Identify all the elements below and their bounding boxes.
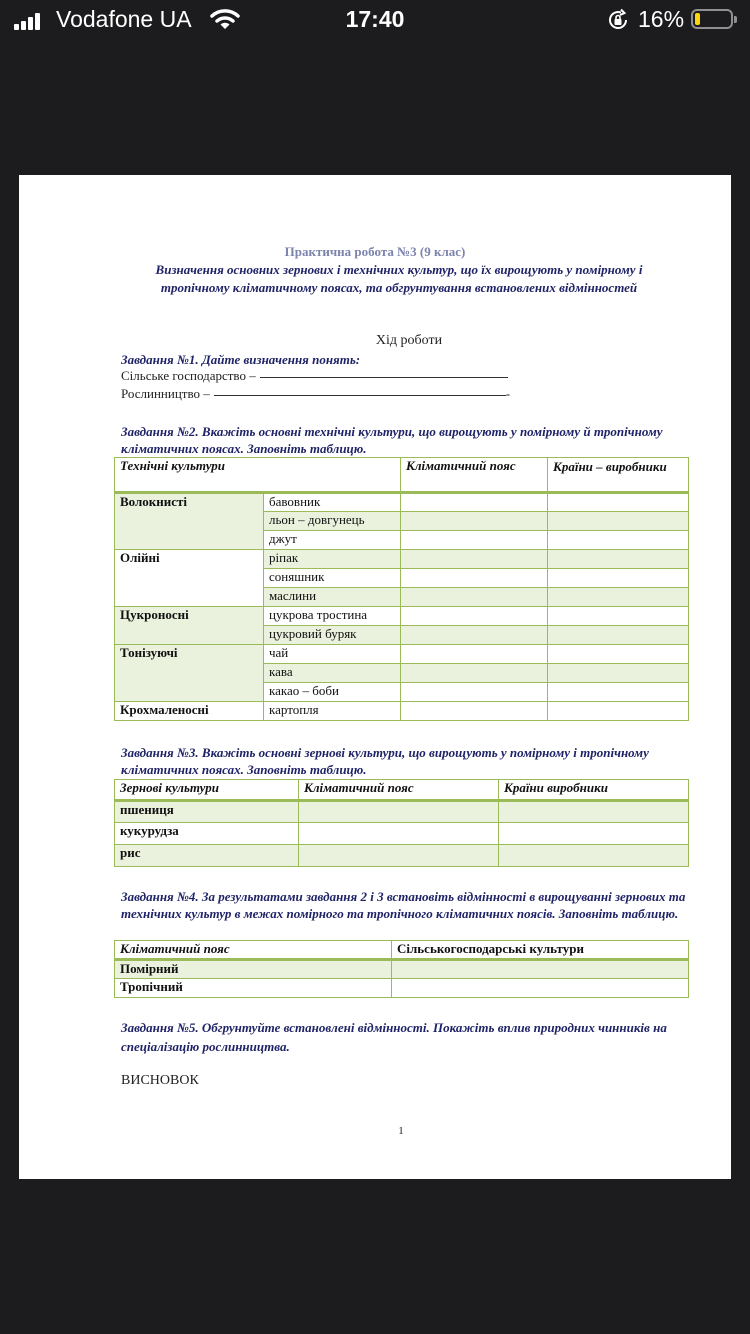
- crop-cell: кава: [264, 664, 401, 683]
- answer-cell[interactable]: [548, 550, 689, 569]
- group-cell: Цукроносні: [115, 607, 264, 645]
- answer-cell[interactable]: [548, 645, 689, 664]
- rotation-lock-icon: [606, 8, 630, 37]
- answer-cell[interactable]: [548, 664, 689, 683]
- crop-cell: картопля: [264, 702, 401, 721]
- answer-cell[interactable]: [548, 607, 689, 626]
- task1-heading: Завдання №1. Дайте визначення понять:: [121, 352, 361, 367]
- answer-line: [214, 395, 506, 396]
- header-climate-zone: Кліматичний пояс: [401, 458, 548, 493]
- document-title: Практична робота №3 (9 клас): [284, 244, 466, 259]
- technical-crops-table: [114, 457, 689, 721]
- grain-cell: пшениця: [115, 801, 299, 823]
- answer-cell[interactable]: [392, 979, 689, 998]
- answer-cell[interactable]: [401, 683, 548, 702]
- answer-cell[interactable]: [401, 550, 548, 569]
- crop-cell: цукрова тростина: [264, 607, 401, 626]
- task1-term1: [121, 368, 508, 384]
- status-bar: [0, 0, 750, 44]
- header-technical-crops: Технічні культури: [115, 458, 401, 493]
- answer-cell[interactable]: [401, 607, 548, 626]
- term1-label: Сільське господарство –: [121, 368, 256, 383]
- answer-cell[interactable]: [548, 702, 689, 721]
- crop-cell: льон – довгунець: [264, 512, 401, 531]
- task1-term2: [121, 386, 510, 402]
- task5-heading: Завдання №5. Обгрунтуйте встановлені відмінності. Покажіть вплив природних чинників на спеціалізацію рослинництва.: [121, 1020, 667, 1054]
- task4-heading: Завдання №4. За результатами завдання 2 і 3 встановіть відмінності в вирощуванні зернових та технічних культур в межах помірного та тропічного кліматичних поясів. Заповніть таблицю.: [121, 889, 686, 921]
- crop-cell: цукровий буряк: [264, 626, 401, 645]
- crop-cell: соняшник: [264, 569, 401, 588]
- page-number: 1: [398, 1125, 404, 1137]
- answer-cell[interactable]: [548, 531, 689, 550]
- answer-cell[interactable]: [548, 683, 689, 702]
- header-climate-zone: Кліматичний пояс: [299, 780, 499, 801]
- document-page: [19, 175, 731, 1179]
- crop-cell: ріпак: [264, 550, 401, 569]
- header-climate-zone: Кліматичний пояс: [115, 941, 392, 960]
- answer-cell[interactable]: [392, 960, 689, 979]
- answer-cell[interactable]: [401, 493, 548, 512]
- answer-cell[interactable]: [299, 845, 499, 867]
- answer-cell[interactable]: [299, 801, 499, 823]
- climate-comparison-table: [114, 940, 689, 998]
- answer-cell[interactable]: [401, 664, 548, 683]
- battery-icon: [691, 9, 733, 29]
- answer-cell[interactable]: [401, 702, 548, 721]
- answer-cell[interactable]: [401, 512, 548, 531]
- header-grain-crops: Зернові культури: [115, 780, 299, 801]
- crop-cell: бавовник: [264, 493, 401, 512]
- answer-cell[interactable]: [401, 626, 548, 645]
- group-cell: Олійні: [115, 550, 264, 607]
- clock: 17:40: [345, 6, 405, 32]
- answer-cell[interactable]: [299, 823, 499, 845]
- section-heading: Хід роботи: [375, 333, 443, 348]
- battery-percentage: 16%: [638, 6, 685, 32]
- task2-heading: Завдання №2. Вкажіть основні технічні культури, що вирощують у помірному й тропічному кліматичних поясах. Заповніть таблицю.: [121, 424, 663, 456]
- header-agricultural-crops: Сільськогосподарські культури: [392, 941, 689, 960]
- answer-cell[interactable]: [401, 588, 548, 607]
- zone-cell: Помірний: [115, 960, 392, 979]
- conclusion-heading: ВИСНОВОК: [121, 1073, 199, 1088]
- header-producer-countries: Країни – виробники: [548, 458, 689, 493]
- term2-end: -: [505, 386, 511, 401]
- answer-cell[interactable]: [499, 801, 689, 823]
- carrier-name: Vodafone UA: [56, 6, 192, 32]
- group-cell: Тонізуючі: [115, 645, 264, 702]
- grain-cell: кукурудза: [115, 823, 299, 845]
- group-cell: Волокнисті: [115, 493, 264, 550]
- group-cell: Крохмаленосні: [115, 702, 264, 721]
- answer-cell[interactable]: [548, 512, 689, 531]
- answer-cell[interactable]: [548, 626, 689, 645]
- crop-cell: джут: [264, 531, 401, 550]
- task3-heading: Завдання №3. Вкажіть основні зернові культури, що вирощують у помірному і тропічному кліматичних поясах. Заповніть таблицю.: [121, 745, 649, 777]
- header-producer-countries: Країни виробники: [499, 780, 689, 801]
- answer-cell[interactable]: [548, 493, 689, 512]
- answer-cell[interactable]: [548, 588, 689, 607]
- grain-cell: рис: [115, 845, 299, 867]
- zone-cell: Тропічний: [115, 979, 392, 998]
- crop-cell: маслини: [264, 588, 401, 607]
- answer-cell[interactable]: [548, 569, 689, 588]
- answer-cell[interactable]: [499, 845, 689, 867]
- answer-line: [260, 377, 508, 378]
- answer-cell[interactable]: [499, 823, 689, 845]
- document-subtitle: Визначення основних зернових і технічних культур, що їх вирощують у помірному і тропічному кліматичному поясах, та обгрунтування встановлених відмінностей: [155, 262, 643, 295]
- answer-cell[interactable]: [401, 531, 548, 550]
- crop-cell: какао – боби: [264, 683, 401, 702]
- answer-cell[interactable]: [401, 645, 548, 664]
- answer-cell[interactable]: [401, 569, 548, 588]
- term2-label: Рослинництво –: [121, 386, 210, 401]
- grain-crops-table: [114, 779, 689, 867]
- crop-cell: чай: [264, 645, 401, 664]
